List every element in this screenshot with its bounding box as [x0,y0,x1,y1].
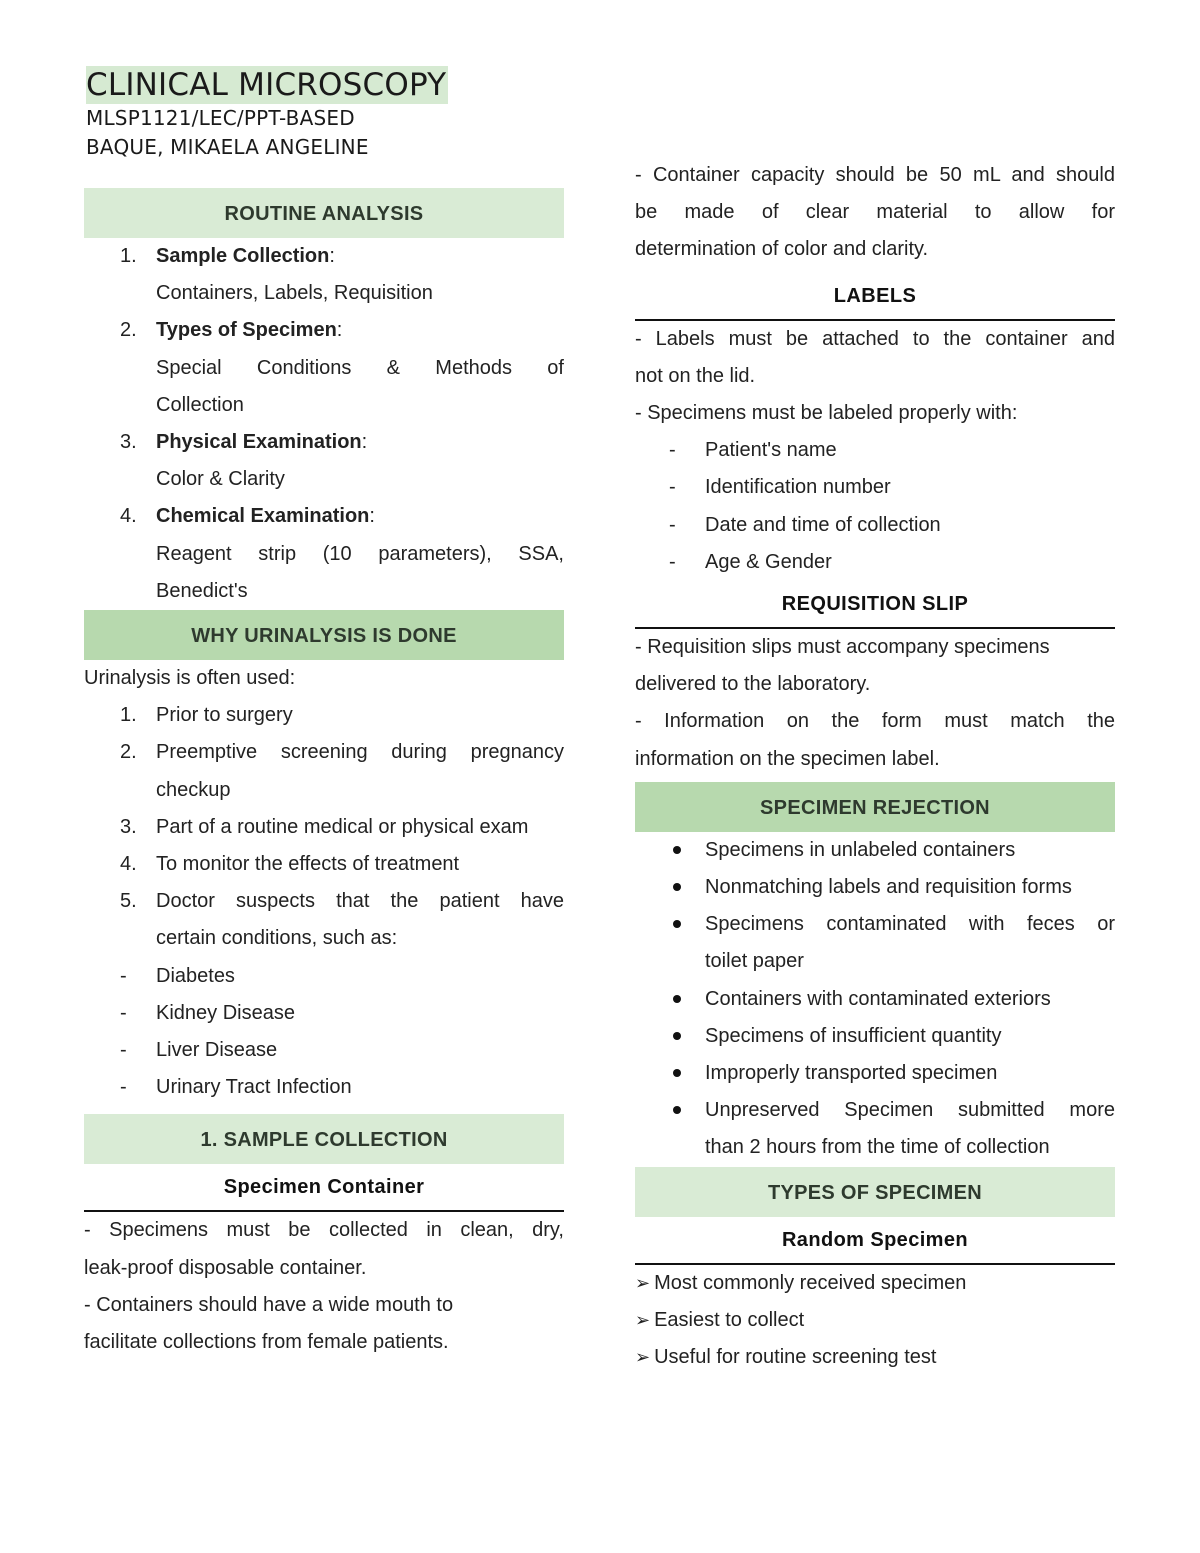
left-column [84,188,564,1361]
item-term: Physical Examination [156,431,362,454]
condition-text: Diabetes [156,964,235,987]
list-item [635,1055,1115,1092]
list-item [84,424,564,498]
list-number: 2. [120,741,137,764]
item-colon: : [361,431,368,454]
item-colon: : [329,245,335,267]
item-term: Sample Collection [156,245,330,267]
specimen-rejection-heading: SPECIMEN REJECTION [635,782,1115,832]
bullet-icon [635,906,705,943]
item-colon: : [369,505,375,528]
types-of-specimen-heading: TYPES OF SPECIMEN [635,1167,1115,1217]
why-intro: Urinalysis is often used: [84,667,296,690]
paragraph-line: delivered to the laboratory. [635,673,871,696]
paragraph-line: be made of clear material to allow for [635,201,1115,224]
bullet-icon [635,981,705,1018]
item-detail: Color & Clarity [156,468,285,491]
paragraph-line: - Container capacity should be 50 mL and should [635,164,1115,186]
item-text-cont: certain conditions, such as: [156,927,398,950]
paragraph-line: - Containers should have a wide mouth to [84,1293,454,1316]
item-text: Useful for routine screening test [654,1346,937,1369]
item-detail: Benedict's [156,579,248,602]
list-item [635,1339,1115,1376]
list-number: 4. [120,505,137,528]
list-number: 3. [120,431,137,454]
paragraph-line: - Information on the form must match the [635,710,1115,733]
item-text: Date and time of collection [705,513,941,536]
item-text: Age & Gender [705,550,832,573]
list-number: 4. [120,853,137,876]
paragraph-line: - Requisition slips must accompany specimens [635,636,1050,659]
paragraph-line: - Labels must be attached to the container and [635,327,1115,350]
item-text: Containers with contaminated exteriors [705,987,1051,1010]
paragraph-line: - Specimens must be collected in clean, dry, [84,1219,564,1242]
course-code: MLSP1121/LEC/PPT-BASED [86,106,355,130]
item-text: Most commonly received specimen [654,1271,967,1294]
list-item [635,1018,1115,1055]
why-urinalysis-heading: WHY URINALYSIS IS DONE [84,610,564,660]
arrow-bullet-icon: ➢ [635,1272,651,1294]
list-item: - Patient's name [635,432,1115,469]
item-text: Specimens contaminated with feces or [705,913,1115,936]
list-item [635,906,1115,943]
random-specimen-list [635,1265,1115,1377]
right-column [635,157,1115,1376]
condition-text: Liver Disease [156,1039,278,1062]
item-detail: Reagent strip (10 parameters), SSA, [156,542,564,565]
list-item [84,846,564,883]
list-item: - Age & Gender [635,544,1115,581]
list-item [84,734,564,808]
list-number: 5. [120,890,137,913]
item-text: Specimens in unlabeled containers [705,838,1016,861]
list-item: - Identification number [635,469,1115,506]
routine-analysis-list [84,238,564,610]
item-text: Specimens of insufficient quantity [705,1024,1002,1047]
list-item: - Kidney Disease [84,995,564,1032]
conditions-list [84,958,564,1107]
list-number: 1. [120,245,137,267]
item-term: Chemical Examination [156,505,370,528]
list-number: 3. [120,815,137,838]
rejection-list [635,832,1115,1167]
list-item: - Urinary Tract Infection [84,1069,564,1106]
item-text-cont: checkup [156,778,231,801]
bullet-icon [635,1055,705,1092]
sample-collection-heading: 1. SAMPLE COLLECTION [84,1114,564,1164]
item-detail: Containers, Labels, Requisition [156,282,433,305]
item-detail: Collection [156,393,244,416]
list-item [635,1092,1115,1129]
list-item [84,809,564,846]
list-item: - Liver Disease [84,1032,564,1069]
item-colon: : [336,319,343,342]
requisition-slip-subheading: REQUISITION SLIP [635,581,1115,629]
list-number: 2. [120,319,137,342]
list-item: - Date and time of collection [635,507,1115,544]
paragraph-line: information on the specimen label. [635,747,940,770]
item-detail: Special Conditions & Methods of [156,356,564,379]
list-item [635,832,1115,869]
list-number: 1. [120,704,137,727]
label-requirements-list [635,432,1115,581]
list-item: - Diabetes [84,958,564,995]
why-urinalysis-list [84,697,564,957]
arrow-bullet-icon: ➢ [635,1347,651,1369]
random-specimen-subheading: Random Specimen [635,1217,1115,1265]
document-header [86,66,448,162]
paragraph-line: determination of color and clarity. [635,238,929,261]
arrow-bullet-icon: ➢ [635,1309,651,1331]
specimen-container-subheading: Specimen Container [84,1164,564,1212]
item-text-cont: than 2 hours from the time of collection [705,1136,1050,1159]
bullet-icon [635,869,705,906]
condition-text: Urinary Tract Infection [156,1076,352,1099]
item-text: Preemptive screening during pregnancy [156,741,564,764]
bullet-icon [635,1092,705,1129]
author-name: BAQUE, MIKAELA ANGELINE [86,135,369,159]
paragraph-line: - Specimens must be labeled properly with: [635,402,1018,425]
list-item [635,1265,1115,1302]
list-item [635,981,1115,1018]
list-item [84,883,564,957]
item-text-cont: toilet paper [705,950,804,973]
paragraph-line: not on the lid. [635,364,756,387]
paragraph-line: facilitate collections from female patients. [84,1331,449,1354]
item-text: Identification number [705,476,891,499]
document-title: CLINICAL MICROSCOPY [86,67,447,103]
item-text: Patient's name [705,439,837,462]
paragraph-line: leak-proof disposable container. [84,1256,367,1279]
routine-analysis-heading: ROUTINE ANALYSIS [84,188,564,238]
condition-text: Kidney Disease [156,1001,295,1024]
item-text: Prior to surgery [156,704,293,727]
list-item [84,498,564,610]
list-item [84,312,564,424]
item-text: Nonmatching labels and requisition forms [705,876,1072,899]
item-text: To monitor the effects of treatment [156,853,460,876]
list-item [635,869,1115,906]
bullet-icon [635,832,705,869]
item-text: Doctor suspects that the patient have [156,890,564,913]
list-item [84,238,564,312]
item-text: Part of a routine medical or physical exam [156,815,529,838]
list-item [635,1302,1115,1339]
item-text: Easiest to collect [654,1308,805,1331]
labels-subheading: LABELS [635,273,1115,321]
item-text: Improperly transported specimen [705,1062,998,1085]
item-text: Unpreserved Specimen submitted more [705,1099,1115,1122]
list-item [84,697,564,734]
bullet-icon [635,1018,705,1055]
item-term: Types of Specimen [156,319,337,342]
